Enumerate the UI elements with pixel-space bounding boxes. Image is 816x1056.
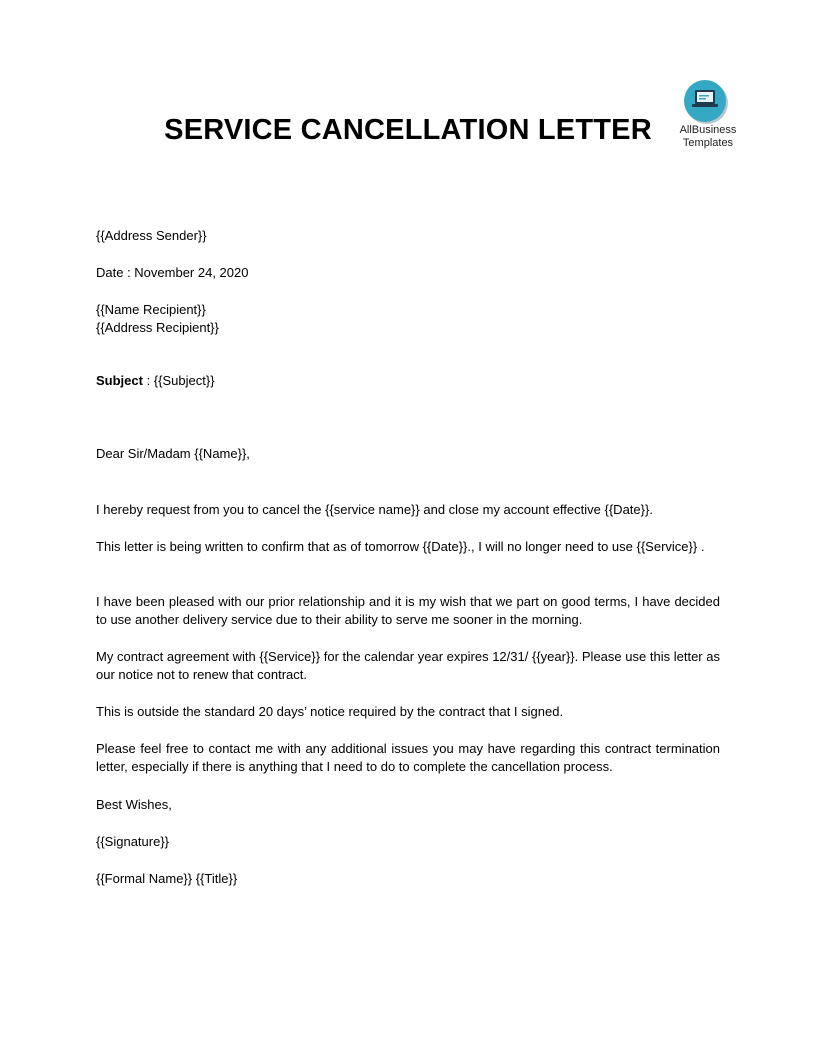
paragraph: This is outside the standard 20 days’ notice required by the contract that I signed. [96, 704, 564, 719]
name-recipient: {{Name Recipient}} [96, 302, 206, 317]
address-sender: {{Address Sender}} [96, 228, 207, 243]
paragraph: My contract agreement with {{Service}} for the calendar year expires 12/31/ {{year}}. Please use this letter as our notice not to renew that contract. [96, 649, 720, 682]
logo-badge [684, 80, 726, 122]
logo-line-2: Templates [682, 137, 734, 149]
salutation: Dear Sir/Madam {{Name}}, [96, 446, 250, 461]
closing: Best Wishes, [96, 797, 172, 812]
subject-label: Subject [96, 373, 143, 388]
laptop-icon [691, 89, 719, 111]
formal-name: {{Formal Name}} {{Title}} [96, 871, 238, 886]
address-recipient: {{Address Recipient}} [96, 320, 219, 335]
page-title: SERVICE CANCELLATION LETTER [164, 114, 652, 146]
paragraph: Please feel free to contact me with any additional issues you may have regarding this contract termination letter, especially if there is anything that I need to do to complete the cancellation process. [96, 741, 720, 774]
date-line: Date : November 24, 2020 [96, 265, 249, 280]
paragraph: This letter is being written to confirm that as of tomorrow {{Date}}., I will no longer need to use {{Service}} . [96, 539, 705, 554]
signature: {{Signature}} [96, 834, 170, 849]
subject-line [96, 372, 215, 390]
logo-line-1: AllBusiness [679, 124, 737, 136]
brand-logo [672, 80, 744, 150]
paragraph: I have been pleased with our prior relationship and it is my wish that we part on good terms, I have decided to use another delivery service due to their ability to serve me sooner in the morning. [96, 594, 720, 627]
subject-value: : {{Subject}} [142, 373, 215, 388]
paragraph: I hereby request from you to cancel the {{service name}} and close my account effective {{Date}}. [96, 502, 653, 517]
